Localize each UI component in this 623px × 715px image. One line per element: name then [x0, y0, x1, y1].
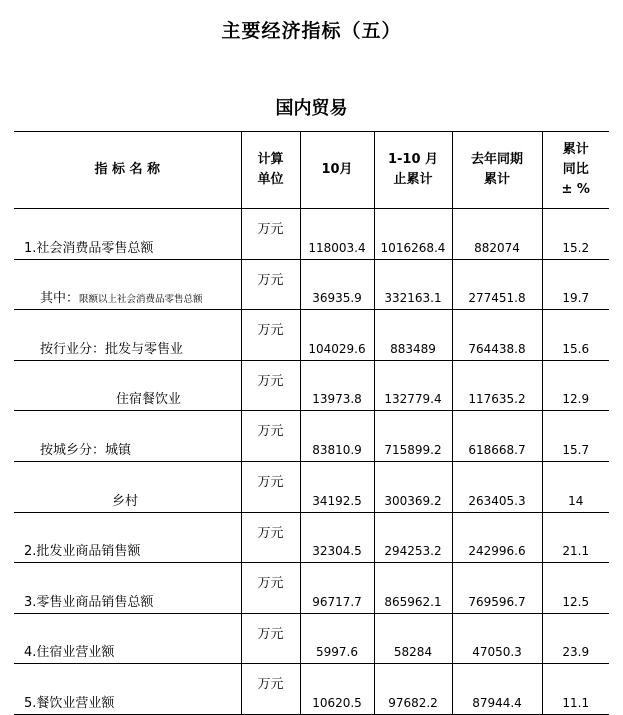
indicator-name: 按行业分：批发与零售业: [14, 310, 241, 361]
ytd-value: 132779.4: [374, 360, 452, 411]
header-indicator-name-label: 指 标 名 称: [94, 161, 161, 177]
ytd-value: 332163.1: [374, 259, 452, 310]
yoy-value: 15.7: [542, 411, 609, 462]
unit-cell: 万元: [241, 360, 300, 411]
indicator-name-prefix: 其中：: [40, 291, 80, 307]
month-value: 13973.8: [300, 360, 374, 411]
section-subtitle: 国内贸易: [275, 98, 348, 119]
month-value: 36935.9: [300, 259, 374, 310]
table-header-row: [14, 132, 609, 209]
ytd-value: 58284: [374, 613, 452, 664]
yoy-value: 21.1: [542, 512, 609, 563]
month-value: 83810.9: [300, 411, 374, 462]
unit-cell: 万元: [241, 512, 300, 563]
last-year-value: 618668.7: [452, 411, 542, 462]
table-row: [14, 563, 609, 614]
table-row: [14, 209, 609, 260]
header-yoy-line3: ± %: [561, 182, 590, 198]
table-row: [14, 259, 609, 310]
month-value: 32304.5: [300, 512, 374, 563]
header-month: [300, 132, 374, 209]
month-value: 5997.6: [300, 613, 374, 664]
unit-cell: 万元: [241, 613, 300, 664]
ytd-value: 300369.2: [374, 461, 452, 512]
page-title: 主要经济指标（五）: [221, 20, 402, 42]
ytd-value: 294253.2: [374, 512, 452, 563]
last-year-value: 764438.8: [452, 310, 542, 361]
header-ytd: [374, 132, 452, 209]
table-row: [14, 664, 609, 715]
month-value: 10620.5: [300, 664, 374, 715]
indicator-name-detail: 限额以上社会消费品零售总额: [79, 294, 203, 306]
header-indicator-name: [14, 132, 241, 209]
indicator-name: [14, 259, 241, 310]
ytd-value: 97682.2: [374, 664, 452, 715]
header-ytd-line2: 止累计: [393, 172, 433, 187]
table-row: [14, 461, 609, 512]
yoy-value: 12.5: [542, 563, 609, 614]
yoy-value: 15.2: [542, 209, 609, 260]
table-row: [14, 512, 609, 563]
unit-cell: 万元: [241, 664, 300, 715]
table-row: [14, 411, 609, 462]
header-unit-line2: 单位: [257, 172, 284, 187]
indicator-name: 2.批发业商品销售额: [14, 512, 241, 563]
unit-cell: 万元: [241, 411, 300, 462]
header-ytd-line1: 1-10 月: [387, 151, 439, 167]
header-last-year-line1: 去年同期: [470, 151, 523, 167]
header-unit: [241, 132, 300, 209]
indicator-name: 5.餐饮业营业额: [14, 664, 241, 715]
unit-cell: 万元: [241, 563, 300, 614]
indicator-name: 4.住宿业营业额: [14, 613, 241, 664]
header-unit-line1: 计算: [257, 151, 284, 167]
indicator-name: 1.社会消费品零售总额: [14, 209, 241, 260]
last-year-value: 87944.4: [452, 664, 542, 715]
last-year-value: 242996.6: [452, 512, 542, 563]
yoy-value: 15.6: [542, 310, 609, 361]
unit-cell: 万元: [241, 209, 300, 260]
last-year-value: 882074: [452, 209, 542, 260]
header-yoy: [542, 132, 609, 209]
header-last-year-line2: 累计: [483, 172, 510, 187]
domestic-trade-table: [14, 131, 609, 715]
ytd-value: 883489: [374, 310, 452, 361]
header-last-year: [452, 132, 542, 209]
last-year-value: 263405.3: [452, 461, 542, 512]
ytd-value: 715899.2: [374, 411, 452, 462]
month-value: 96717.7: [300, 563, 374, 614]
last-year-value: 769596.7: [452, 563, 542, 614]
month-value: 34192.5: [300, 461, 374, 512]
month-value: 104029.6: [300, 310, 374, 361]
ytd-value: 1016268.4: [374, 209, 452, 260]
unit-cell: 万元: [241, 461, 300, 512]
table-row: [14, 310, 609, 361]
month-value: 118003.4: [300, 209, 374, 260]
table-row: [14, 360, 609, 411]
unit-cell: 万元: [241, 259, 300, 310]
last-year-value: 277451.8: [452, 259, 542, 310]
yoy-value: 12.9: [542, 360, 609, 411]
header-yoy-line2: 同比: [562, 161, 589, 177]
yoy-value: 19.7: [542, 259, 609, 310]
header-yoy-line1: 累计: [562, 141, 589, 157]
ytd-value: 865962.1: [374, 563, 452, 614]
last-year-value: 117635.2: [452, 360, 542, 411]
yoy-value: 23.9: [542, 613, 609, 664]
last-year-value: 47050.3: [452, 613, 542, 664]
header-month-label: 10月: [321, 161, 353, 177]
indicator-name: 3.零售业商品销售总额: [14, 563, 241, 614]
yoy-value: 11.1: [542, 664, 609, 715]
indicator-name: 按城乡分：城镇: [14, 411, 241, 462]
unit-cell: 万元: [241, 310, 300, 361]
indicator-name: 乡村: [14, 461, 241, 512]
yoy-value: 14: [542, 461, 609, 512]
indicator-name: 住宿餐饮业: [14, 360, 241, 411]
